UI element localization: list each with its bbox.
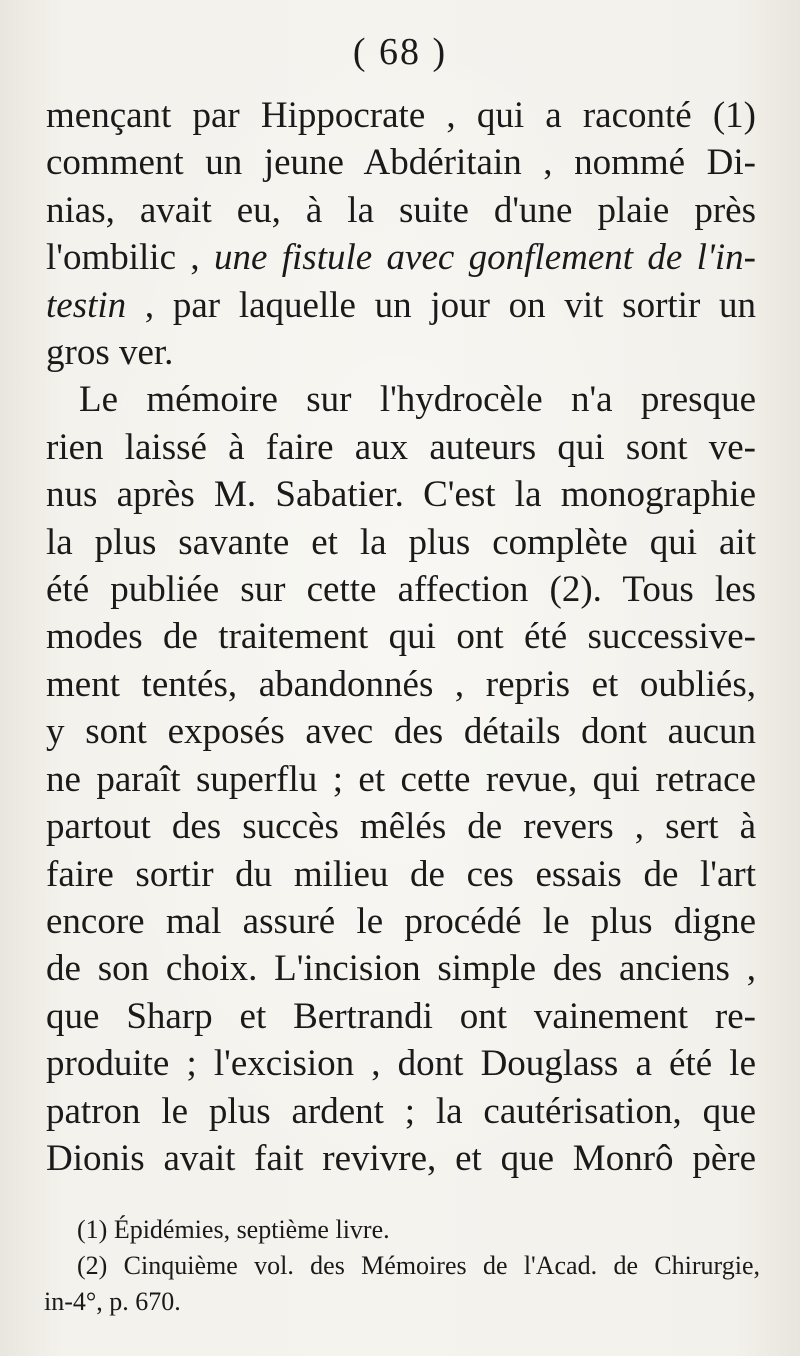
text-segment: l'ombilic ,	[46, 237, 214, 279]
text-line	[46, 282, 756, 329]
text-line: partout des succès mêlés de revers , sert à	[46, 806, 756, 848]
footnotes	[44, 1212, 760, 1320]
text-line: que Sharp et Bertrandi ont vainement re-	[46, 995, 756, 1037]
text-line: y sont exposés avec des détails dont aucun	[46, 711, 756, 753]
footnote-2-continuation: in-4°, p. 670.	[44, 1287, 181, 1316]
paragraph-first-line: Le mémoire sur l'hydrocèle n'a presque	[79, 379, 756, 421]
text-line: la plus savante et la plus complète qui ait	[46, 521, 756, 563]
text-line: nus après M. Sabatier. C'est la monographie	[46, 474, 756, 516]
text-line: patron le plus ardent ; la cautérisation, que	[46, 1090, 756, 1132]
text-line: rien laissé à faire aux auteurs qui sont ve-	[46, 426, 756, 468]
text-line: nias, avait eu, à la suite d'une plaie près	[46, 189, 756, 231]
page-number: ( 68 )	[352, 31, 448, 73]
italic-phrase: une fistule avec gonflement de l'in-	[213, 237, 756, 279]
text-line: encore mal assuré le procédé le plus digne	[46, 900, 756, 942]
text-line: Dionis avait fait revivre, et que Monrô père	[46, 1137, 756, 1179]
text-line: ne paraît superflu ; et cette revue, qui retrace	[46, 758, 756, 800]
body-text	[46, 92, 756, 1182]
footnote-1: (1) Épidémies, septième livre.	[77, 1215, 390, 1244]
text-line: ment tentés, abandonnés , repris et oubliés,	[46, 663, 756, 705]
text-line: de son choix. L'incision simple des anciens ,	[46, 948, 756, 990]
text-line: produite ; l'excision , dont Douglass a été le	[46, 1043, 756, 1085]
text-line: modes de traitement qui ont été successive-	[46, 616, 756, 658]
text-segment: , par laquelle un jour on vit sortir un	[126, 284, 756, 326]
footnote-2: (2) Cinquième vol. des Mémoires de l'Acad. de Chirurgie,	[77, 1251, 760, 1280]
text-line	[46, 234, 756, 281]
text-line: gros ver.	[46, 332, 174, 374]
text-line: été publiée sur cette affection (2). Tous les	[46, 569, 756, 611]
text-line: comment un jeune Abdéritain , nommé Di-	[46, 142, 756, 184]
text-line: mençant par Hippocrate , qui a raconté (1)	[46, 95, 756, 136]
text-line: faire sortir du milieu de ces essais de l'art	[46, 853, 756, 895]
italic-phrase: testin	[46, 284, 127, 326]
